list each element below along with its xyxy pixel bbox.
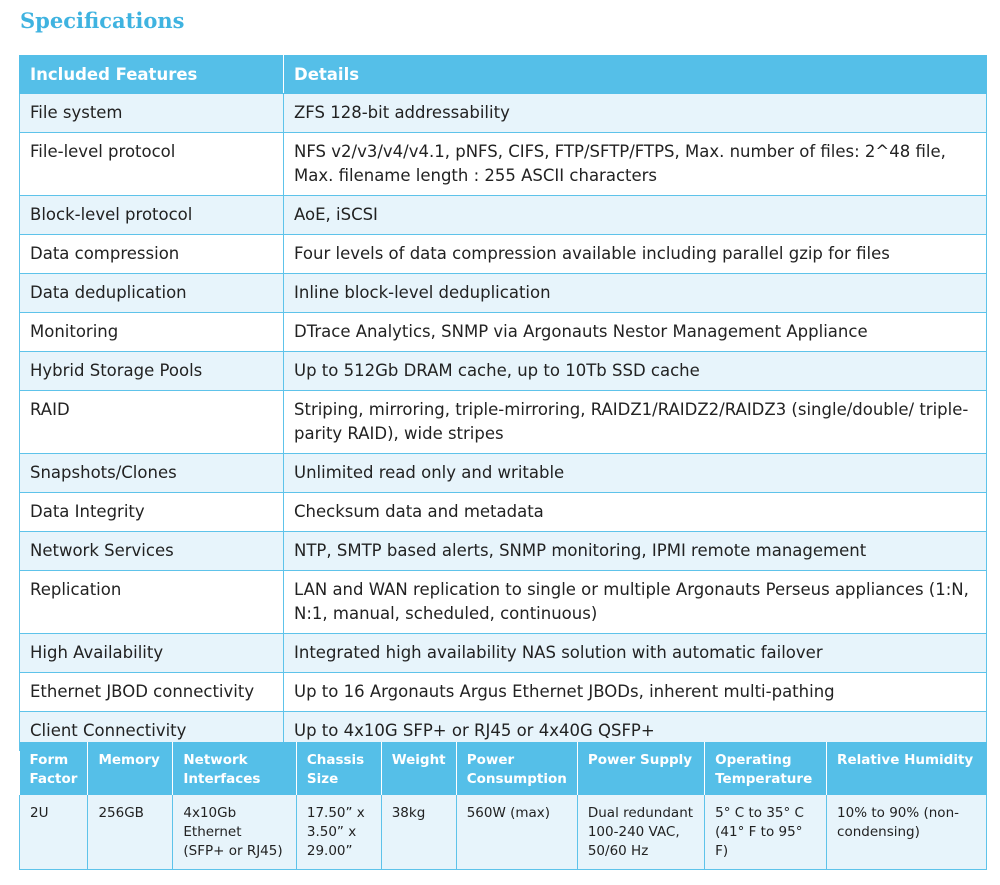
spec-header: Relative Humidity	[827, 742, 987, 795]
feature-row	[20, 352, 987, 391]
page-title: Specifications	[20, 8, 185, 33]
feature-name: Ethernet JBOD connectivity	[20, 673, 284, 712]
feature-details: Unlimited read only and writable	[284, 454, 987, 493]
features-header-row	[20, 56, 987, 94]
spec-header: Memory	[88, 742, 173, 795]
feature-row	[20, 94, 987, 133]
features-table	[19, 55, 987, 751]
header-details: Details	[284, 56, 987, 94]
spec-header: Power Consumption	[456, 742, 577, 795]
feature-row	[20, 274, 987, 313]
feature-details: Up to 16 Argonauts Argus Ethernet JBODs, inherent multi-pathing	[284, 673, 987, 712]
feature-details: NTP, SMTP based alerts, SNMP monitoring, IPMI remote management	[284, 532, 987, 571]
feature-name: RAID	[20, 391, 284, 454]
feature-details: Inline block-level deduplication	[284, 274, 987, 313]
feature-details: AoE, iSCSI	[284, 196, 987, 235]
spec-value: 2U	[20, 795, 88, 870]
feature-name: Hybrid Storage Pools	[20, 352, 284, 391]
specs-table	[19, 742, 987, 870]
feature-details: Integrated high availability NAS solution with automatic failover	[284, 634, 987, 673]
feature-details: Checksum data and metadata	[284, 493, 987, 532]
feature-name: Replication	[20, 571, 284, 634]
feature-row	[20, 532, 987, 571]
spec-header: Form Factor	[20, 742, 88, 795]
spec-value: 38kg	[381, 795, 456, 870]
spec-value: 5° C to 35° C (41° F to 95° F)	[705, 795, 827, 870]
spec-value: 560W (max)	[456, 795, 577, 870]
spec-value: 17.50” x 3.50” x 29.00”	[296, 795, 381, 870]
feature-name: High Availability	[20, 634, 284, 673]
feature-details: Four levels of data compression available including parallel gzip for files	[284, 235, 987, 274]
feature-details: DTrace Analytics, SNMP via Argonauts Nestor Management Appliance	[284, 313, 987, 352]
feature-name: Monitoring	[20, 313, 284, 352]
feature-name: File-level protocol	[20, 133, 284, 196]
feature-row	[20, 493, 987, 532]
feature-row	[20, 196, 987, 235]
spec-value: 256GB	[88, 795, 173, 870]
feature-row	[20, 235, 987, 274]
feature-row	[20, 634, 987, 673]
feature-name: Data compression	[20, 235, 284, 274]
spec-value: Dual redundant 100-240 VAC, 50/60 Hz	[577, 795, 704, 870]
header-included-features: Included Features	[20, 56, 284, 94]
feature-name: Client Connectivity	[20, 712, 284, 751]
feature-row	[20, 313, 987, 352]
feature-row	[20, 571, 987, 634]
spec-value: 10% to 90% (non- condensing)	[827, 795, 987, 870]
feature-row	[20, 391, 987, 454]
feature-details: NFS v2/v3/v4/v4.1, pNFS, CIFS, FTP/SFTP/FTPS, Max. number of files: 2^48 file, Max. filename length : 255 ASCII characters	[284, 133, 987, 196]
feature-row	[20, 133, 987, 196]
feature-name: Block-level protocol	[20, 196, 284, 235]
feature-name: Snapshots/Clones	[20, 454, 284, 493]
feature-name: File system	[20, 94, 284, 133]
feature-row	[20, 673, 987, 712]
specs-header-row	[20, 742, 987, 795]
feature-details: LAN and WAN replication to single or multiple Argonauts Perseus appliances (1:N, N:1, manual, scheduled, continuous)	[284, 571, 987, 634]
spec-header: Power Supply	[577, 742, 704, 795]
feature-details: Striping, mirroring, triple-mirroring, RAIDZ1/RAIDZ2/RAIDZ3 (single/double/ triple- parity RAID), wide stripes	[284, 391, 987, 454]
spec-header: Weight	[381, 742, 456, 795]
specs-values-row	[20, 795, 987, 870]
feature-name: Data Integrity	[20, 493, 284, 532]
spec-header: Chassis Size	[296, 742, 381, 795]
feature-name: Data deduplication	[20, 274, 284, 313]
feature-row	[20, 454, 987, 493]
spec-value: 4x10Gb Ethernet (SFP+ or RJ45)	[173, 795, 296, 870]
feature-details: ZFS 128-bit addressability	[284, 94, 987, 133]
spec-header: Operating Temperature	[705, 742, 827, 795]
feature-details: Up to 4x10G SFP+ or RJ45 or 4x40G QSFP+	[284, 712, 987, 751]
feature-details: Up to 512Gb DRAM cache, up to 10Tb SSD cache	[284, 352, 987, 391]
feature-name: Network Services	[20, 532, 284, 571]
spec-header: Network Interfaces	[173, 742, 296, 795]
